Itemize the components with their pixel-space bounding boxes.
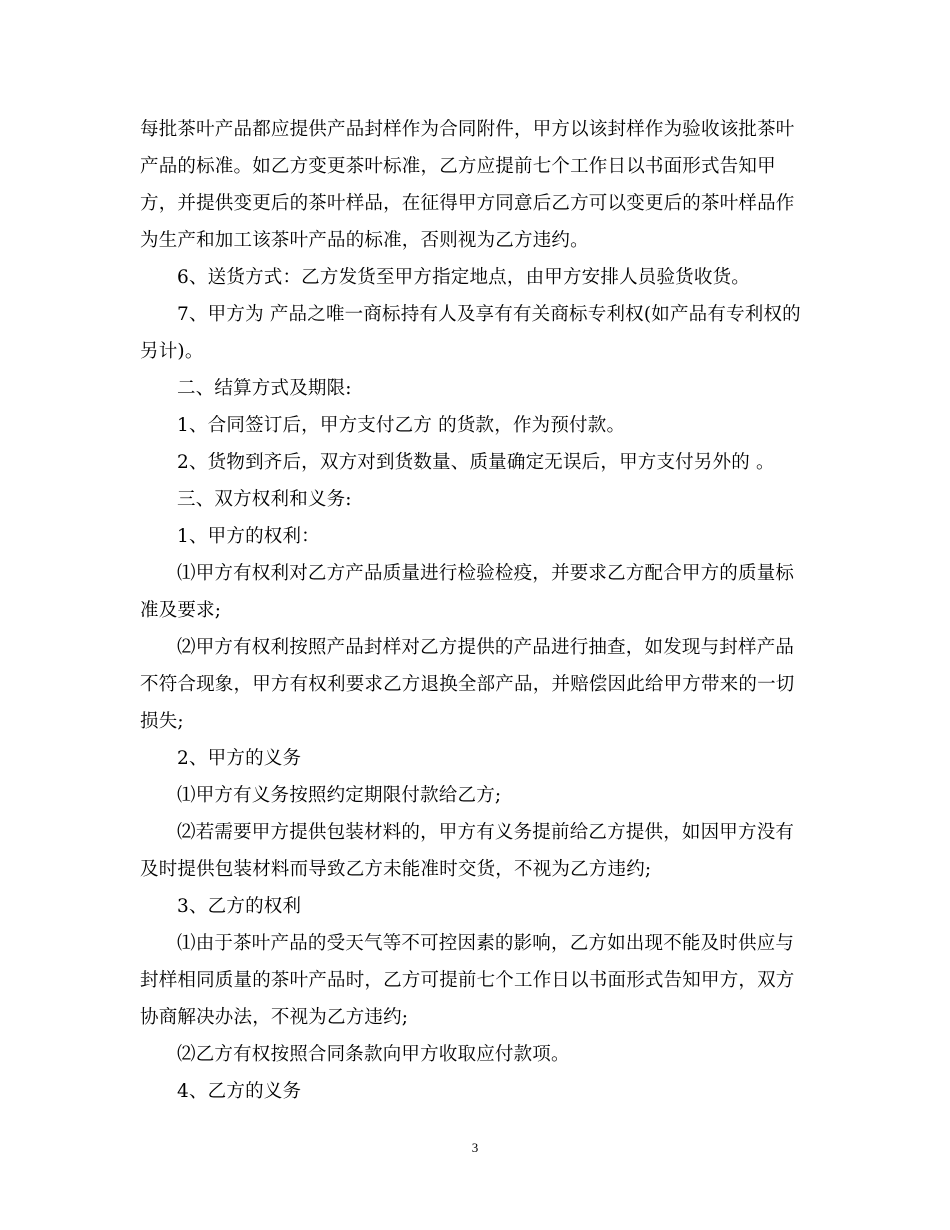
- body-line-25: 协商解决办法，不视为乙方违约;: [140, 1007, 409, 1028]
- body-line-7: 另计)。: [140, 341, 204, 362]
- subheading-party-b-rights: 3、乙方的权利: [177, 896, 302, 917]
- body-line-19: ⑴甲方有义务按照约定期限付款给乙方;: [177, 785, 502, 806]
- section-heading-rights: 三、双方权利和义务:: [177, 489, 352, 510]
- body-line-26: ⑵乙方有权按照合同条款向甲方收取应付款项。: [177, 1044, 570, 1065]
- body-line-1: 每批茶叶产品都应提供产品封样作为合同附件，甲方以该封样作为验收该批茶叶: [140, 119, 795, 140]
- body-line-21: 及时提供包装材料而导致乙方未能准时交货，不视为乙方违约;: [140, 859, 652, 880]
- page-number: 3: [471, 1140, 479, 1155]
- body-line-16: 不符合现象，甲方有权利要求乙方退换全部产品，并赔偿因此给甲方带来的一切: [140, 674, 795, 695]
- body-line-20: ⑵若需要甲方提供包装材料的，甲方有义务提前给乙方提供，如因甲方没有: [177, 822, 795, 843]
- body-line-5: 6、送货方式：乙方发货至甲方指定地点，由甲方安排人员验货收货。: [177, 267, 750, 288]
- body-line-6: 7、甲方为 产品之唯一商标持有人及享有有关商标专利权(如产品有专利权的: [177, 304, 801, 325]
- subheading-party-b-duties: 4、乙方的义务: [177, 1081, 302, 1102]
- body-line-3: 方，并提供变更后的茶叶样品，在征得甲方同意后乙方可以变更后的茶叶样品作: [140, 193, 795, 214]
- body-line-23: ⑴由于茶叶产品的受天气等不可控因素的影响，乙方如出现不能及时供应与: [177, 933, 795, 954]
- body-line-24: 封样相同质量的茶叶产品时，乙方可提前七个工作日以书面形式告知甲方，双方: [140, 970, 795, 991]
- section-heading-settlement: 二、结算方式及期限:: [177, 378, 352, 399]
- body-line-13: ⑴甲方有权利对乙方产品质量进行检验检疫，并要求乙方配合甲方的质量标: [177, 563, 795, 584]
- body-line-17: 损失;: [140, 711, 184, 732]
- body-line-9: 1、合同签订后，甲方支付乙方 的货款，作为预付款。: [177, 415, 626, 436]
- subheading-party-a-rights: 1、甲方的权利：: [177, 526, 320, 547]
- body-line-15: ⑵甲方有权利按照产品封样对乙方提供的产品进行抽查，如发现与封样产品: [177, 637, 795, 658]
- subheading-party-a-duties: 2、甲方的义务: [177, 748, 302, 769]
- body-line-4: 为生产和加工该茶叶产品的标准，否则视为乙方违约。: [140, 230, 589, 251]
- body-line-2: 产品的标准。如乙方变更茶叶标准，乙方应提前七个工作日以书面形式告知甲: [140, 156, 776, 177]
- body-line-10: 2、货物到齐后，双方对到货数量、质量确定无误后，甲方支付另外的 。: [177, 452, 775, 473]
- body-line-14: 准及要求;: [140, 600, 222, 621]
